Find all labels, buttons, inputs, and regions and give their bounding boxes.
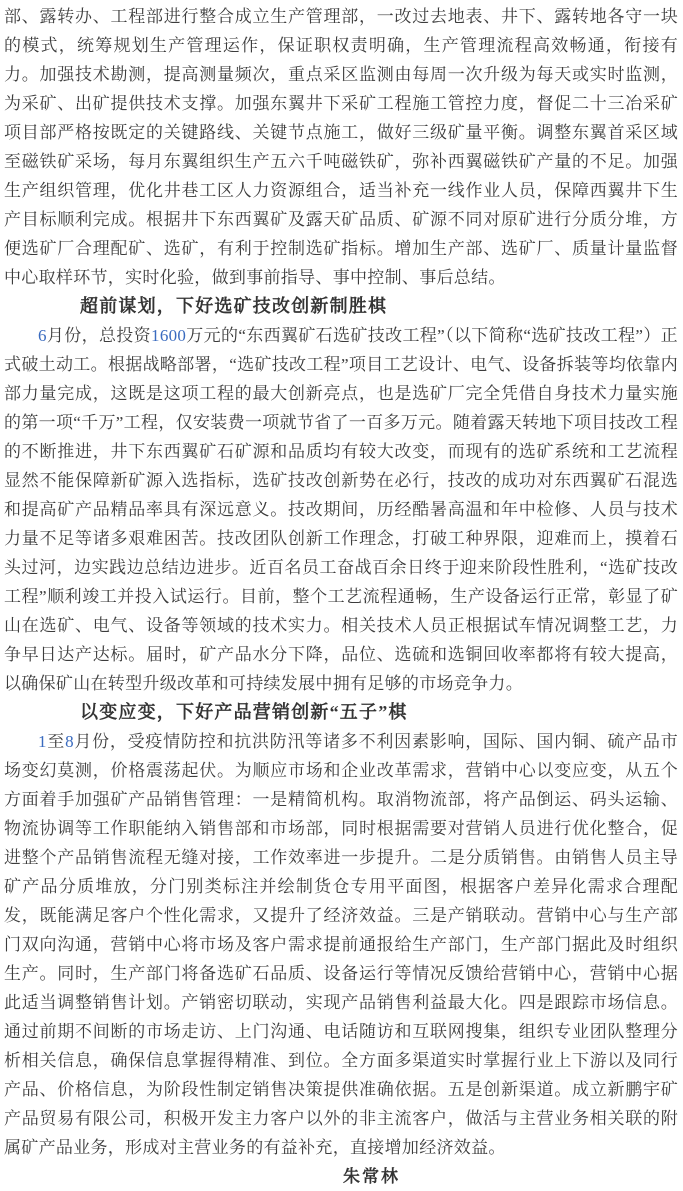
numeric-text: 6	[38, 326, 47, 345]
text-segment: 至	[46, 732, 66, 751]
section-heading	[4, 698, 678, 727]
section-heading	[4, 292, 678, 321]
author-signature	[4, 1162, 678, 1191]
numeric-text: 1	[38, 732, 47, 751]
text-segment: 月份，总投资	[46, 326, 152, 345]
body-paragraph	[4, 2, 678, 292]
numeric-text: 1600	[151, 326, 187, 345]
text-segment: 超前谋划，下好选矿技改创新制胜棋	[80, 296, 388, 316]
numeric-text: 8	[65, 732, 74, 751]
text-segment: 月份，受疫情防控和抗洪防汛等诸多不利因素影响，国际、国内铜、硫产品市场变幻莫测，价格震荡起伏。为顺应市场和企业改革需求，营销中心以变应变，从五个方面着手加强矿产品销售管理：一是精简机构。取消物流部，将产品倒运、码头运输、物流协调等工作职能纳入销售部和市场部，同时根据需要对营销人员进行优化整合，促进整个产品销售流程无缝对接，工作效率进一步提升。二是分质销售。由销售人员主导矿产品分质堆放，分门别类标注并绘制货仓专用平面图，根据客户差异化需求合理配发，既能满足客户个性化需求，又提升了经济效益。三是产销联动。营销中心与生产部门双向沟通，营销中心将市场及客户需求提前通报给生产部门，生产部门据此及时组织生产。同时，生产部门将备选矿石品质、设备运行等情况反馈给营销中心，营销中心据此适当调整销售计划。产销密切联动，实现产品销售利益最大化。四是跟踪市场信息。通过前期不间断的市场走访、上门沟通、电话随访和互联网搜集，组织专业团队整理分析相关信息，确保信息掌握得精准、到位。全方面多渠道实时掌握行业上下游以及同行产品、价格信息，为阶段性制定销售决策提供准确依据。五是创新渠道。成立新鹏宇矿产品贸易有限公司，积极开发主力客户以外的非主流客户，做活与主营业务相关联的附属矿产品业务，形成对主营业务的有益补充，直接增加经济效益。	[4, 732, 678, 1157]
body-paragraph	[4, 321, 678, 698]
text-segment: 朱常林	[343, 1167, 400, 1186]
body-paragraph	[4, 727, 678, 1162]
text-segment: 以变应变，下好产品营销创新“五子”棋	[80, 702, 408, 722]
text-segment: 万元的“东西翼矿石选矿技改工程”（以下简称“选矿技改工程”）正式破土动工。根据战略部署，“选矿技改工程”项目工艺设计、电气、设备拆装等均依靠内部力量完成，这既是这项工程的最大创新亮点，也是选矿厂完全凭借自身技术力量实施的第一项“千万”工程，仅安装费一项就节省了一百多万元。随着露天转地下项目技改工程的不断推进，井下东西翼矿石矿源和品质均有较大改变，而现有的选矿系统和工艺流程显然不能保障新矿源入选指标，选矿技改创新势在必行，技改的成功对东西翼矿石混选和提高矿产品精品率具有深远意义。技改期间，历经酷暑高温和年中检修、人员与技术力量不足等诸多艰难困苦。技改团队创新工作理念，打破工种界限，迎难而上，摸着石头过河，边实践边总结边进步。近百名员工奋战百余日终于迎来阶段性胜利，“选矿技改工程”顺利竣工并投入试运行。目前，整个工艺流程通畅，生产设备运行正常，彰显了矿山在选矿、电气、设备等领域的技术实力。相关技术人员正根据试车情况调整工艺，力争早日达产达标。届时，矿产品水分下降，品位、选硫和选铜回收率都将有较大提高，以确保矿山在转型升级改革和可持续发展中拥有足够的市场竞争力。	[4, 326, 678, 693]
text-segment: 部、露转办、工程部进行整合成立生产管理部，一改过去地表、井下、露转地各守一块的模式，统筹规划生产管理运作，保证职权责明确，生产管理流程高效畅通，衔接有力。加强技术勘测，提高测量频次，重点采区监测由每周一次升级为每天或实时监测，为采矿、出矿提供技术支撑。加强东翼井下采矿工程施工管控力度，督促二十三冶采矿项目部严格按既定的关键路线、关键节点施工，做好三级矿量平衡。调整东翼首采区域至磁铁矿采场，每月东翼组织生产五六千吨磁铁矿，弥补西翼磁铁矿产量的不足。加强生产组织管理，优化井巷工区人力资源组合，适当补充一线作业人员，保障西翼井下生产目标顺利完成。根据井下东西翼矿及露天矿品质、矿源不同对原矿进行分质分堆，方便选矿厂合理配矿、选矿，有利于控制选矿指标。增加生产部、选矿厂、质量计量监督中心取样环节，实时化验，做到事前指导、事中控制、事后总结。	[4, 7, 678, 287]
